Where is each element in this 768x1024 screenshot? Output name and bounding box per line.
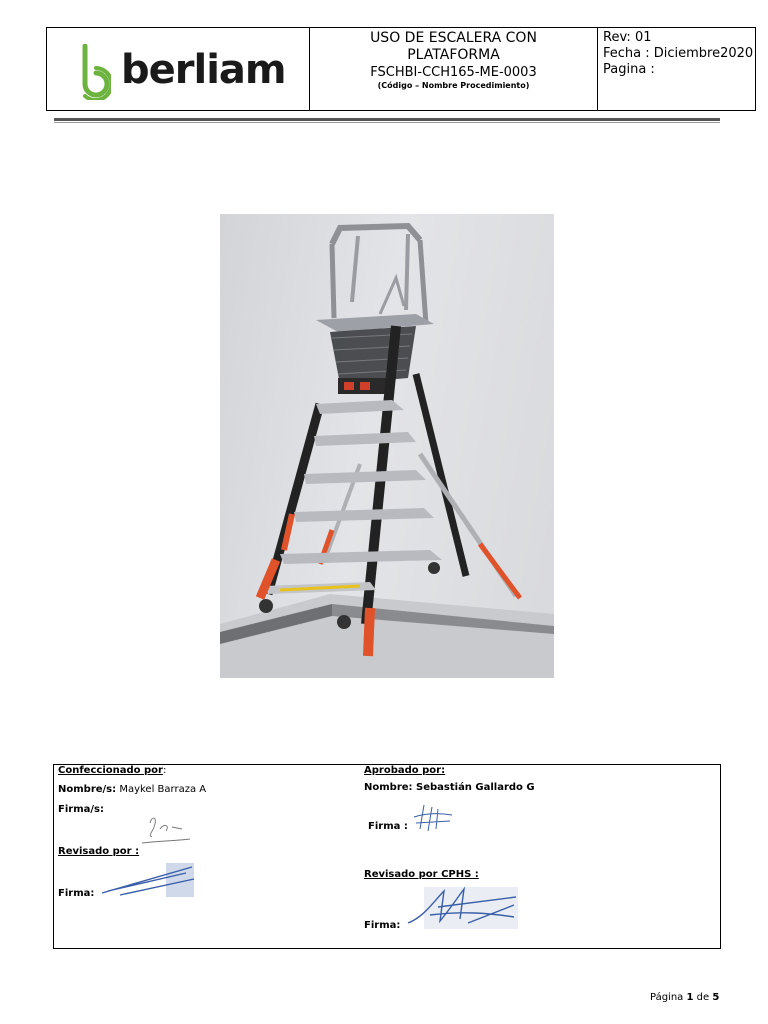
nombre-value: Maykel Barraza A — [116, 784, 207, 795]
nombre-aprobado: Nombre: Sebastián Gallardo G — [364, 782, 535, 793]
confeccionado-heading — [58, 765, 166, 776]
ladder-illustration — [220, 214, 554, 678]
signature-aprobado — [410, 801, 456, 835]
firma-label-aprobado: Firma : — [368, 821, 408, 832]
approval-section — [53, 764, 721, 949]
document-header — [46, 27, 756, 111]
document-title-cell — [310, 28, 598, 110]
confeccionado-colon: : — [162, 765, 167, 776]
logo-wordmark: berliam — [121, 47, 286, 93]
document-code-hint: (Código – Nombre Procedimiento) — [377, 81, 530, 90]
ladder-platform-photo — [220, 214, 554, 678]
page-number-footer — [650, 992, 719, 1003]
revision: Rev: 01 — [603, 30, 652, 45]
footer-page-total: 5 — [712, 992, 720, 1003]
title-line-2: PLATAFORMA — [407, 47, 500, 63]
signature-cphs — [404, 883, 520, 933]
nombre-label: Nombre/s: — [58, 784, 117, 795]
signature-revisado — [100, 861, 196, 901]
document-meta-cell — [598, 28, 755, 110]
signature-confeccionado — [138, 813, 194, 849]
firma-s-label: Firma/s: — [58, 804, 104, 815]
firma-label-cphs: Firma: — [364, 920, 401, 931]
nombre-row — [58, 784, 206, 795]
document-code: FSCHBI-CCH165-ME-0003 — [370, 65, 537, 80]
footer-page-current: 1 — [686, 992, 694, 1003]
header-divider-thin — [54, 122, 720, 123]
aprobado-label: Aprobado por: — [364, 765, 446, 776]
firma-label-revisado: Firma: — [58, 888, 95, 899]
title-line-1: USO DE ESCALERA CON — [370, 30, 537, 46]
date: Fecha : Diciembre2020 — [603, 46, 754, 61]
footer-de: de — [693, 992, 713, 1003]
company-logo — [47, 28, 310, 110]
header-divider — [54, 118, 720, 121]
revisado-cphs-label: Revisado por CPHS : — [364, 869, 479, 880]
revisado-label: Revisado por : — [58, 846, 140, 857]
page-label: Pagina : — [603, 62, 655, 77]
confeccionado-label: Confeccionado por — [58, 765, 163, 776]
footer-page-prefix: Página — [650, 992, 687, 1003]
berliam-logo-icon — [81, 44, 111, 100]
